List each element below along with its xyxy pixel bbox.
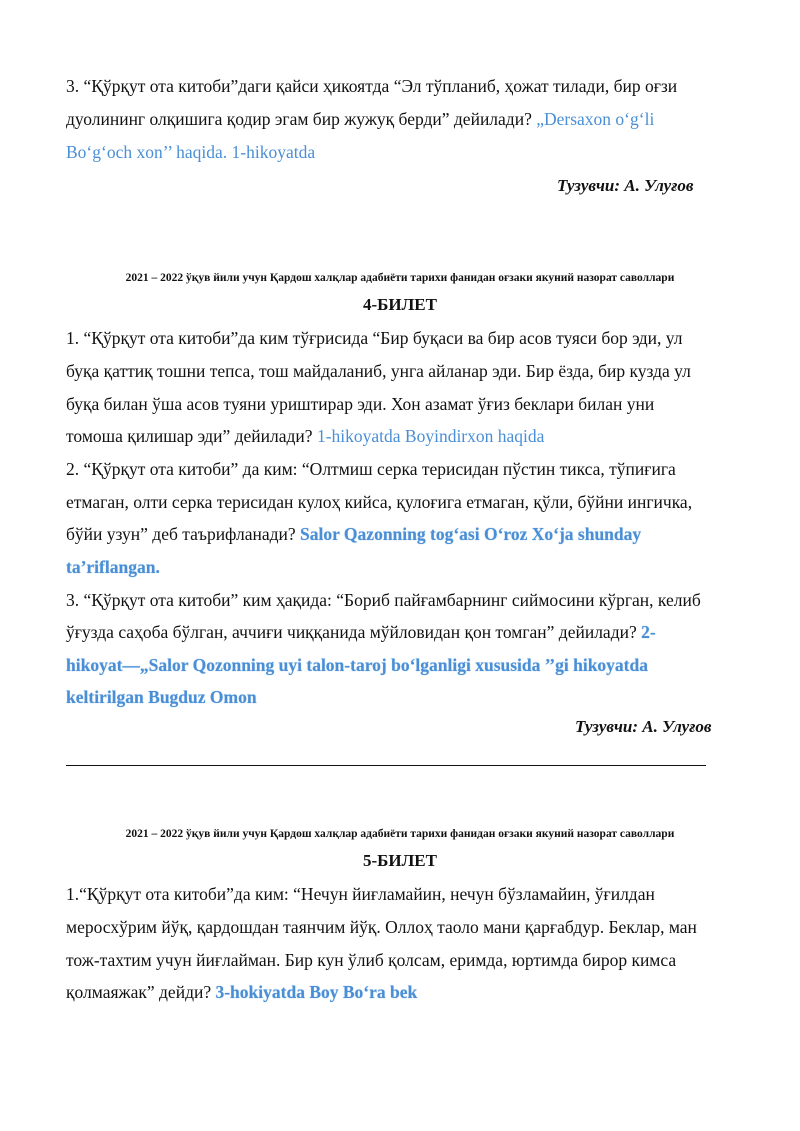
t5-question-1-line-2: меросхўрим йўқ, қардошдан таянчим йўқ. Оллоҳ таоло мани қарғабдур. Беклар, ман xyxy=(66,917,697,937)
t4-answer-3-part-3: keltirilgan Bugduz Omon xyxy=(66,687,257,707)
t5-question-1-line-1: 1.“Қўрқут ота китоби”да ким: “Нечун йиғламайин, нечун бўзламайин, ўғилдан xyxy=(66,884,655,904)
t4-question-1-line-2: буқа қаттиқ тошни тепса, тош майдаланиб, унга айланар эди. Бир ёзда, бир кузда ул xyxy=(66,361,691,381)
t4-question-3-line-1: 3. “Қўрқут ота китоби” ким ҳақида: “Бориб пайғамбарнинг сиймосини кўрган, келиб xyxy=(66,590,701,610)
t4-question-2-line-2: етмаган, олти серка терисидан кулоҳ кийса, қулоғига етмаган, қўли, бўйни ингичка, xyxy=(66,492,693,512)
t4-question-2-line-1: 2. “Қўрқут ота китоби” да ким: “Олтмиш серка терисидан пўстин тикса, тўпиғига xyxy=(66,459,676,479)
ticket-4-title: 4-БИЛЕТ xyxy=(363,295,437,314)
t4-question-3-line-2 xyxy=(66,622,656,643)
t4-answer-2-part-2: ta’riflangan. xyxy=(66,557,160,577)
ticket-5-header: 2021 – 2022 ўқув йили учун Қардош халқлар адабиёти тарихи фанидан оғзаки якуний назорат саволлари xyxy=(125,828,675,840)
answer-3-part-1: „Dersaxon oʻgʻli xyxy=(531,109,655,129)
t5-q1-text: қолмаяжак” дейди? xyxy=(66,982,212,1002)
t4-answer-3-part-1: 2- xyxy=(636,622,656,642)
t4-question-2-line-3 xyxy=(66,524,641,545)
t4-answer-1: 1-hikoyatda Boyindirxon haqida xyxy=(312,426,545,446)
question-3-text: дуолининг олқишига қодир эгам бир жужуқ берди” дейилади? xyxy=(66,109,532,129)
ticket-4-header: 2021 – 2022 ўқув йили учун Қардош халқлар адабиёти тарихи фанидан оғзаки якуний назорат саволлари xyxy=(125,272,675,284)
author-signature: Тузувчи: А. Улуғов xyxy=(575,717,712,736)
t4-q2-text: бўйи узун” деб таърифланади? xyxy=(66,524,296,544)
t5-question-1-line-4 xyxy=(66,982,417,1003)
author-signature: Тузувчи: А. Улуғов xyxy=(557,176,694,195)
answer-3-part-2: Boʻgʻoch xon’’ haqida. 1-hikoyatda xyxy=(66,142,316,162)
t4-answer-2-part-1: Salor Qazonning togʻasi Oʻroz Xoʻja shunday xyxy=(295,524,642,544)
question-3-line-2 xyxy=(66,109,654,130)
t4-q1-text: томоша қилишар эди” дейилади? xyxy=(66,426,313,446)
ticket-5-title: 5-БИЛЕТ xyxy=(363,851,437,870)
t4-answer-3-part-2: hikoyat—„Salor Qozonning uyi talon-taroj boʻlganligi xususida ’’gi hikoyatda xyxy=(66,655,648,675)
question-3-line-1: 3. “Қўрқут ота китоби”даги қайси ҳикоятда “Эл тўпланиб, ҳожат тилади, бир оғзи xyxy=(66,76,678,96)
t4-question-1-line-4 xyxy=(66,426,544,447)
t5-answer-1: 3-hokiyatda Boy Boʻra bek xyxy=(211,982,418,1002)
t4-question-1-line-3: буқа билан ўша асов туяни уриштирар эди. Хон азамат ўғиз беклари билан уни xyxy=(66,394,655,414)
t4-question-1-line-1: 1. “Қўрқут ота китоби”да ким тўғрисида “Бир буқаси ва бир асов туяси бор эди, ул xyxy=(66,328,683,348)
t4-q3-text: ўғузда саҳоба бўлган, аччиғи чиққанида мўйловидан қон томган” дейилади? xyxy=(66,622,637,642)
t5-question-1-line-3: тож-тахтим учун йиғлайман. Бир кун ўлиб қолсам, еримда, юртимда бирор кимса xyxy=(66,950,677,970)
section-divider xyxy=(66,765,706,766)
